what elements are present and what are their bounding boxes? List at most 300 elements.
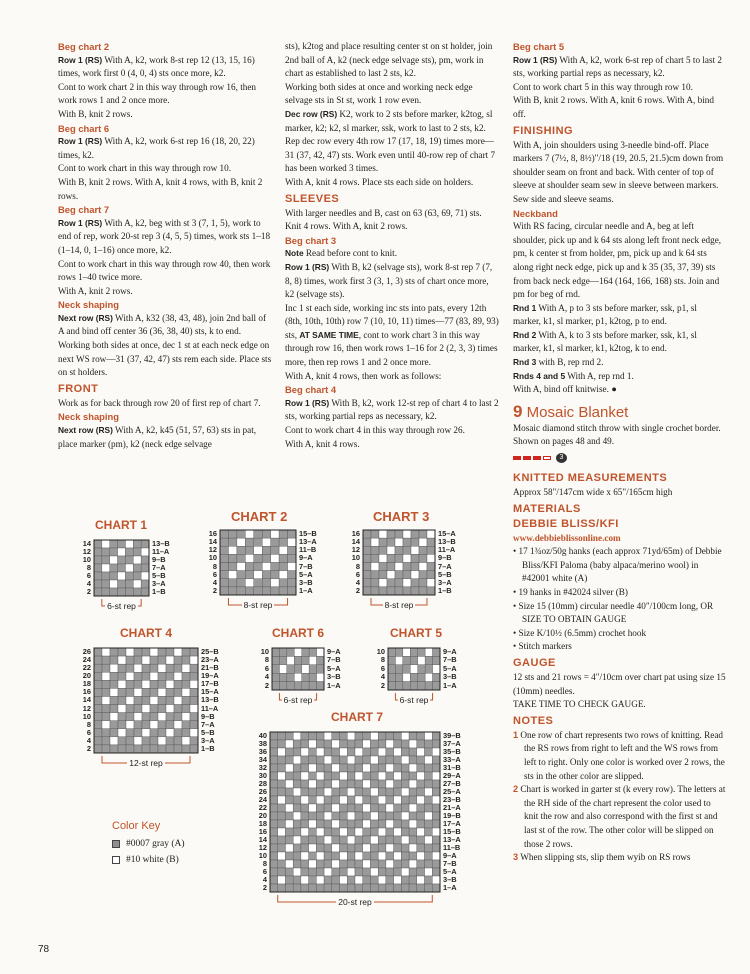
skill-bar-icon [523,456,531,460]
row-label: Rnd 3 [513,357,537,368]
chart-cell [324,756,332,764]
chart-cell [332,852,340,860]
chart-cell [270,828,278,836]
chart-cell [110,548,118,556]
paragraph-text: Cont to work chart in this way through row 40, then work rows 1–40 twice more. [58,258,271,283]
chart-cell [142,705,150,713]
chart-cell [182,664,190,672]
brand-url[interactable]: www.debbieblissonline.com [513,532,621,543]
chart-cell [142,696,150,704]
paragraph-text: With B, k2, work 12-st rep of chart 4 to last 2 sts, working partial reps as necessary, k2. [285,397,499,422]
repeat-label-text: 6-st rep [107,601,136,611]
row-color-label: 1–B [201,743,215,753]
chart-cell [427,554,435,562]
chart-cell [142,729,150,737]
chart-cell [309,740,317,748]
chart-cell [395,538,403,546]
chart-cell [417,828,425,836]
chart-cell [158,721,166,729]
chart-cell [347,796,355,804]
chart-cell [302,682,309,690]
chart-cell [279,579,287,587]
chart-cell [118,713,126,721]
chart-cell [110,729,118,737]
chart-cell [409,796,417,804]
chart-cell [309,860,317,868]
paragraph [513,383,727,397]
chart-cell [355,868,363,876]
chart-cell [409,876,417,884]
chart-cell [166,664,174,672]
chart-cell [110,721,118,729]
chart-cell [278,884,286,892]
chart-cell [410,648,417,656]
paragraph-text: With A, k2, work 6-st rep of chart 5 to last 2 sts, working partial reps as necessary, k2. [513,54,723,79]
chart-cell [134,737,142,745]
chart-cell [288,530,296,538]
chart-cell [386,772,394,780]
chart-cell [379,546,387,554]
chart-cell [370,764,378,772]
chart-cell [347,844,355,852]
color-key-title: Color Key [112,820,161,832]
chart-cell [309,665,316,673]
paragraph-text: Cont to work chart 2 in this way through row 16, then work rows 1 and 2 once more. [58,81,257,106]
chart-cell [403,538,411,546]
paragraph-text: With A, knit 4 rows. [285,438,360,449]
chart-cell [166,745,174,753]
chart-cell [279,563,287,571]
paragraph-text: With A, k2, work 6-st rep 16 (18, 20, 22) times, k2. [58,136,255,160]
chart-cell [288,579,296,587]
chart-cell [425,796,433,804]
chart-cell [394,868,402,876]
row-number: 8 [262,859,267,868]
row-number: 30 [258,771,267,780]
chart-cell [309,836,317,844]
chart-cell [110,656,118,664]
chart-cell [134,656,142,664]
major-heading [513,124,727,139]
chart-cell [141,580,149,588]
chart-cell [125,588,133,596]
chart-cell [245,530,253,538]
chart-cell [102,713,110,721]
chart-cell [270,748,278,756]
row-numbers-left [72,648,91,753]
chart-cell [363,804,371,812]
chart-cell [309,656,316,664]
chart-cell [316,732,324,740]
chart-cell [118,540,126,548]
chart-cell [118,737,126,745]
chart-cell [324,764,332,772]
chart-cell [378,844,386,852]
chart-cell [427,530,435,538]
paragraph-text: With A, k2, k45 (51, 57, 63) sts in pat, place marker (pm), k2 (neck edge selvage [58,425,257,449]
chart-cell [370,860,378,868]
paragraph [513,370,727,384]
chart-cell [340,836,348,844]
row-label: Row 1 (RS) [285,261,330,272]
chart-cell [386,868,394,876]
paragraph-text: Beg chart 7 [58,204,110,216]
chart-cell [270,852,278,860]
chart-cell [141,548,149,556]
chart-cell [316,836,324,844]
chart-cell [425,665,432,673]
paragraph-text: FRONT [58,382,99,395]
chart-cell [403,648,410,656]
paragraph [285,438,499,452]
chart-cell [182,705,190,713]
chart-cell [102,705,110,713]
chart-cell [370,876,378,884]
chart-cell [317,656,324,664]
chart-cell [425,788,433,796]
chart-cell [287,682,294,690]
row-label: Next row (RS) [58,425,113,436]
chart-cell [418,682,425,690]
chart-cell [371,530,379,538]
measurements: Approx 58"/147cm wide x 65"/165cm high [513,487,673,498]
chart-cell [332,884,340,892]
row-number: 14 [258,835,267,844]
chart-cell [332,780,340,788]
chart-cell [417,772,425,780]
chart-cell [118,729,126,737]
chart-cell [285,788,293,796]
row-numbers-left [72,540,91,596]
chart-cell [190,705,198,713]
chart-cell [432,852,440,860]
chart-cell [142,713,150,721]
chart-cell [401,780,409,788]
chart-cell [425,844,433,852]
chart-title: CHART 2 [231,509,288,524]
chart-cell [417,844,425,852]
paragraph-text: With B, knit 2 rows. With A, knit 6 rows. With A, bind off. [513,95,714,119]
repeat-label-text: 6-st rep [399,695,429,705]
chart-cell [395,665,402,673]
row-number: 16 [82,687,91,697]
chart-cell [125,540,133,548]
chart-cell [363,852,371,860]
paragraph-text: Beg chart 3 [285,234,337,246]
chart-cell [174,672,182,680]
chart-cell [309,828,317,836]
chart-cell [174,705,182,713]
chart-cell [371,538,379,546]
chart-cell [417,860,425,868]
chart-cell [228,579,236,587]
chart-cell [228,530,236,538]
paragraph-text: With A, join shoulders using 3-needle bind-off. Place markers 7 (7½, 8, 8½)"/18 (19, 20.5, 21.5)cm down from shoulder seam on front and back. With center of top of sleeve at shoulder seam sew in sleeve between markers. Sew side and sleeve seams. [513,139,724,204]
row-number: 6 [212,569,217,579]
chart-cell [166,729,174,737]
notes-heading: NOTES [513,714,554,727]
chart-cell [302,665,309,673]
chart-cell [102,729,110,737]
color-key-item: #0007 gray (A) [112,836,185,852]
chart-cell [347,748,355,756]
paragraph [58,258,273,285]
row-number: 8 [86,719,91,729]
chart-cell [288,554,296,562]
paragraph-text: Neckband [513,207,558,219]
chart-cell [378,860,386,868]
chart-cell [386,780,394,788]
materials-heading: MATERIALS [513,502,581,515]
chart-cell [316,764,324,772]
chart-cell [182,737,190,745]
chart-cell [158,648,166,656]
row-color-label: 31–B [443,763,461,772]
paragraph [285,135,499,176]
chart-cell [150,648,158,656]
chart-cell [324,860,332,868]
chart-cell [363,530,371,538]
chart-cell [237,554,245,562]
chart-cell [272,665,279,673]
chart-cell [409,748,417,756]
chart-cell [355,844,363,852]
paragraph [285,247,499,261]
chart-cell [370,868,378,876]
chart-cell [316,812,324,820]
chart-cell [417,780,425,788]
chart-cell [363,756,371,764]
chart-cell [417,812,425,820]
chart-cell [142,688,150,696]
chart-cell [309,876,317,884]
chart-cell [401,756,409,764]
chart-cell [166,672,174,680]
chart-cell [294,673,301,681]
chart-cell [401,860,409,868]
row-number: 2 [355,585,360,595]
chart-cell [293,836,301,844]
chart-cell [370,820,378,828]
chart-cell [378,732,386,740]
chart-cell [347,764,355,772]
chart-cell [417,748,425,756]
chart-cell [395,579,403,587]
chart-cell [324,820,332,828]
section-heading [285,234,499,248]
chart-cell [174,745,182,753]
chart-cell [317,665,324,673]
chart-cell [142,664,150,672]
chart-cell [110,713,118,721]
chart-cell [363,812,371,820]
chart-cell [370,884,378,892]
chart-cell [347,884,355,892]
repeat-label-text: 8-st rep [243,600,273,610]
chart-cell [287,665,294,673]
chart-cell [363,868,371,876]
chart-cell [158,729,166,737]
paragraph-text: With A, knit 4 rows. Place sts each side on holders. [285,176,474,187]
chart-cell [394,796,402,804]
chart-cell [142,737,150,745]
row-color-label: 9–A [327,647,341,656]
chart-cell [425,828,433,836]
row-number: 12 [351,545,360,555]
chart-cell [166,648,174,656]
chart-cell [288,563,296,571]
chart-cell [302,648,309,656]
chart-cell [340,876,348,884]
chart-cell [254,530,262,538]
repeat-label-text: 12-st rep [129,758,163,768]
chart-cell [432,756,440,764]
chart-cell [394,772,402,780]
chart-cell [433,682,440,690]
row-number: 4 [86,735,91,745]
chart-cell [340,748,348,756]
chart-cell [409,772,417,780]
row-color-label: 9–B [201,711,215,721]
chart-cell [427,546,435,554]
row-color-label: 3–B [327,672,341,682]
section-heading [513,40,727,54]
chart-cell [324,884,332,892]
chart-cell [403,563,411,571]
chart-cell [118,656,126,664]
row-color-label: 15–A [438,529,456,538]
paragraph [58,285,273,299]
chart-cell [279,682,286,690]
chart-cell [94,729,102,737]
row-number: 2 [86,743,91,753]
row-color-label: 17–A [443,819,461,828]
chart-cell [141,540,149,548]
chart-cell [417,868,425,876]
paragraph-text: With A, rep rnd 1. [565,370,634,381]
chart-cell [427,587,435,595]
row-color-label: 25–B [201,647,219,656]
chart-cell [411,538,419,546]
row-color-label: 11–A [201,703,219,713]
paragraph [285,370,499,384]
gray-swatch-icon [112,840,120,848]
chart-cell [401,764,409,772]
paragraph [285,207,499,234]
row-number: 10 [208,553,217,563]
chart-cell [395,546,403,554]
chart-cell [262,538,270,546]
chart-cell [394,836,402,844]
row-color-label: 7–B [327,655,341,665]
chart-cell [293,868,301,876]
chart-cell [309,682,316,690]
chart-cell [245,571,253,579]
row-number: 4 [212,577,217,587]
row-number: 22 [258,803,267,812]
row-color-label: 1–A [327,680,341,690]
row-number: 8 [86,563,91,572]
row-number: 38 [258,739,267,748]
row-number: 10 [260,647,269,656]
paragraph-text: Neck shaping [58,411,119,423]
chart-cell [190,672,198,680]
row-color-label: 9–A [299,553,313,563]
row-number: 6 [380,663,385,673]
chart-cell [394,820,402,828]
chart-cell [301,812,309,820]
chart-cell [285,756,293,764]
chart-cell [126,737,134,745]
chart-cell [386,836,394,844]
chart-cell [220,546,228,554]
chart-cell [182,745,190,753]
chart-cell [395,563,403,571]
chart-cell [118,564,126,572]
chart-cell [110,564,118,572]
chart-cell [220,530,228,538]
chart-cell [410,673,417,681]
paragraph [285,81,499,108]
chart-cell [363,836,371,844]
chart-cell [118,580,126,588]
chart-cell [378,740,386,748]
chart-cell [309,820,317,828]
chart-cell [363,788,371,796]
chart-cell [316,788,324,796]
chart-cell [94,672,102,680]
chart-cell [401,804,409,812]
chart-cell [340,788,348,796]
chart-cell [432,772,440,780]
skill-badge-icon: 3 [556,453,567,463]
chart-cell [278,844,286,852]
chart-cell [394,860,402,868]
row-color-label: 5–B [438,569,452,579]
chart-cell [174,664,182,672]
chart-cell [401,740,409,748]
chart-cell [182,648,190,656]
chart-cell [387,571,395,579]
chart-cell [316,860,324,868]
note-number: 2 [513,784,519,795]
chart-cell [324,788,332,796]
row-number: 20 [258,811,267,820]
chart-cell [110,737,118,745]
chart-cell [271,538,279,546]
chart-cell [272,682,279,690]
row-number: 40 [258,731,267,740]
chart-cell [316,740,324,748]
row-numbers-right [201,648,219,753]
chart-cell [411,579,419,587]
chart-cell [220,538,228,546]
chart-cell [262,587,270,595]
chart-title: CHART 5 [390,626,443,640]
row-color-label: 7–A [438,561,452,571]
chart-cell [355,876,363,884]
chart-cell [254,563,262,571]
chart-cell [278,788,286,796]
chart-cell [347,812,355,820]
chart-cell [411,546,419,554]
chart-cell [110,572,118,580]
chart-cell [386,884,394,892]
chart-cell [388,673,395,681]
chart-cell [387,530,395,538]
chart-cell [395,648,402,656]
chart-cell [371,554,379,562]
